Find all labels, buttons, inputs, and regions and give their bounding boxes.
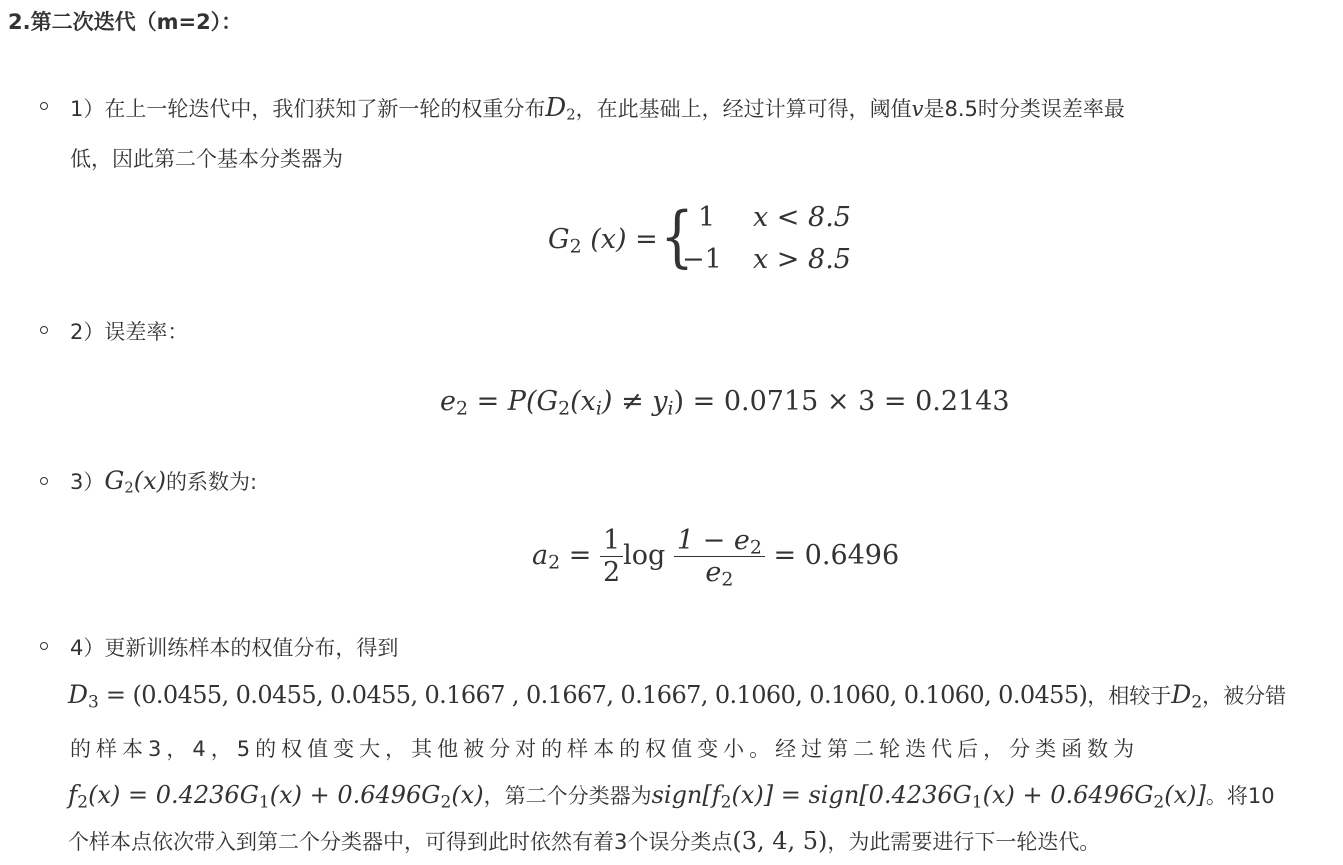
line5-text: 个样本点依次带入到第二个分类器中，可得到此时依然有着3个误分类点 bbox=[68, 830, 733, 854]
sign-expr-d: (x)] bbox=[1164, 781, 1206, 809]
e2-symbol: e bbox=[440, 386, 456, 417]
g2-fn: G bbox=[548, 224, 570, 255]
e2-xi-sub: i bbox=[595, 397, 602, 420]
item3-g-sub: 2 bbox=[124, 479, 134, 497]
item2-text: 2）误差率： bbox=[70, 320, 189, 344]
item4-line1: 4）更新训练样本的权值分布，得到 bbox=[70, 636, 399, 660]
e2-part1: = P(G bbox=[468, 386, 559, 417]
item3-prefix: 3） bbox=[70, 470, 105, 494]
item3-line bbox=[70, 466, 257, 496]
item4-line2 bbox=[68, 680, 1287, 713]
e2-g-sub: 2 bbox=[558, 397, 571, 420]
half-num: 1 bbox=[602, 525, 621, 556]
half-fraction bbox=[600, 525, 623, 588]
bullet-icon bbox=[40, 326, 48, 334]
a2-sub: 2 bbox=[548, 551, 561, 574]
g2-sub: 2 bbox=[440, 792, 452, 813]
item3-suffix: 的系数为: bbox=[165, 470, 258, 494]
a2-symbol: a bbox=[532, 540, 549, 571]
line5-end: ，为此需要进行下一轮迭代。 bbox=[827, 830, 1101, 854]
f-expr-a: (x) = 0.4236G bbox=[88, 781, 259, 809]
sign-expr-a: sign[f bbox=[651, 781, 721, 809]
f2-symbol: f bbox=[68, 780, 78, 809]
g2-lhs bbox=[548, 224, 658, 258]
a2-eq: = bbox=[560, 540, 600, 571]
bullet-icon bbox=[40, 102, 48, 110]
equation-e2 bbox=[440, 386, 1010, 420]
d3-values: = (0.0455, 0.0455, 0.0455, 0.1667 , 0.1667, 0.1667, 0.1060, 0.1060, 0.1060, 0.0455) bbox=[98, 681, 1088, 709]
error-den bbox=[674, 556, 765, 591]
sign-g1-sub: 1 bbox=[971, 792, 983, 813]
error-num bbox=[674, 525, 765, 559]
e2-part4: ) = 0.0715 × 3 = 0.2143 bbox=[673, 386, 1010, 417]
item4-line5 bbox=[68, 826, 1100, 856]
sign-expr-c: (x) + 0.6496G bbox=[982, 781, 1154, 809]
item4-line3: 的样本3，4，5的权值变大，其他被分对的样本的权值变小。经过第二轮迭代后，分类函数为 bbox=[70, 737, 1140, 761]
item3-arg: (x) bbox=[133, 467, 166, 495]
a2-result: = 0.6496 bbox=[764, 540, 900, 571]
v-symbol: v bbox=[911, 97, 924, 121]
mid-text: ，第二个分类器为 bbox=[483, 784, 652, 808]
g1-sub: 1 bbox=[258, 792, 270, 813]
case1-condition: x < 8.5 bbox=[753, 202, 851, 233]
error-den-text: e bbox=[705, 557, 722, 588]
e2-part3: ) ≠ y bbox=[601, 386, 668, 417]
bullet-icon bbox=[40, 477, 48, 485]
item3-g: G bbox=[104, 466, 125, 495]
error-num-text: 1 − e bbox=[676, 525, 750, 556]
equation-a2 bbox=[532, 525, 900, 591]
case1-value: 1 bbox=[698, 202, 716, 233]
sign-f-sub: 2 bbox=[720, 792, 732, 813]
sign-g2-sub: 2 bbox=[1153, 792, 1165, 813]
brace-icon: { bbox=[660, 198, 694, 275]
f-expr-c: (x) bbox=[451, 781, 484, 809]
e2-part2: (x bbox=[570, 386, 596, 417]
e2-yi-sub: i bbox=[667, 397, 674, 420]
misclassified-points: (3, 4, 5) bbox=[732, 827, 828, 855]
e2-sub: 2 bbox=[455, 397, 469, 420]
item1-prefix: 1）在上一轮迭代中，我们获知了新一轮的权重分布 bbox=[70, 97, 546, 121]
error-den-sub: 2 bbox=[721, 568, 734, 591]
error-num-sub: 2 bbox=[749, 536, 762, 559]
d2-sub: 2 bbox=[1191, 692, 1203, 713]
item4-line4 bbox=[68, 780, 1275, 813]
item1-middle: ，在此基础上，经过计算可得，阈值 bbox=[575, 97, 912, 121]
g2-sub: 2 bbox=[569, 235, 582, 258]
case2-value: −1 bbox=[682, 244, 722, 275]
d2-symbol: D bbox=[545, 93, 567, 123]
g2-arg: (x) = bbox=[581, 224, 658, 255]
sign-expr-b: (x)] = sign[0.4236G bbox=[731, 781, 972, 809]
d2-symbol: D bbox=[1171, 680, 1192, 709]
item1-line1 bbox=[70, 93, 1125, 123]
f2-sub: 2 bbox=[77, 792, 89, 813]
compare-prefix: ，相较于 bbox=[1087, 684, 1172, 708]
d3-sub: 3 bbox=[88, 692, 99, 713]
item1-line2: 低，因此第二个基本分类器为 bbox=[70, 147, 343, 171]
log-operator: log bbox=[623, 540, 666, 571]
d2-subscript: 2 bbox=[566, 106, 576, 124]
line4-suffix: 。将10 bbox=[1205, 784, 1275, 808]
compare-suffix: ，被分错 bbox=[1202, 684, 1287, 708]
section-heading: 2.第二次迭代（m=2）： bbox=[8, 10, 243, 34]
case2-condition: x > 8.5 bbox=[753, 244, 851, 275]
half-den: 2 bbox=[600, 556, 623, 588]
d3-symbol: D bbox=[68, 680, 89, 709]
error-fraction bbox=[674, 525, 765, 591]
f-expr-b: (x) + 0.6496G bbox=[269, 781, 441, 809]
bullet-icon bbox=[40, 642, 48, 650]
item1-suffix: 是8.5时分类误差率最 bbox=[923, 97, 1125, 121]
